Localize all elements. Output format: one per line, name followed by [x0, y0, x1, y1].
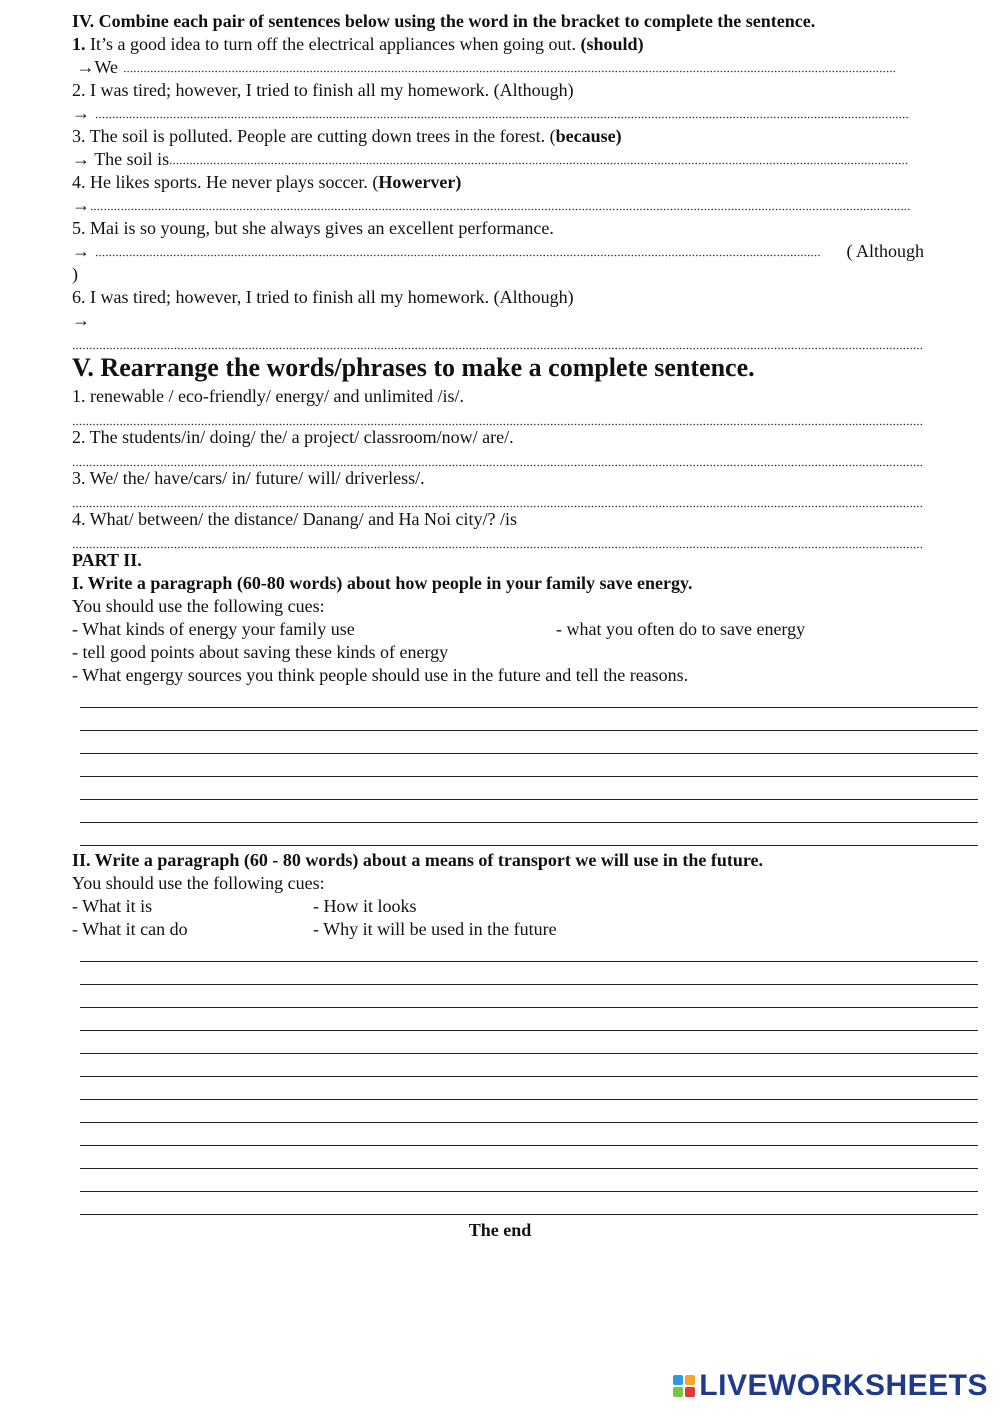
question-1-number: 1.	[72, 34, 86, 54]
question-2: 2. I was tired; however, I tried to finish all my homework. (Although)	[72, 80, 574, 100]
task-2-cues-row-2	[72, 918, 972, 941]
rearrange-answer-3[interactable]	[72, 490, 922, 508]
question-5-hint: ( Although	[846, 241, 924, 261]
writing-line[interactable]	[80, 1168, 978, 1169]
answer-5-dots[interactable]	[95, 247, 820, 257]
task-1-cue-1: - What kinds of energy your family use	[72, 619, 355, 639]
answer-3-line[interactable]	[72, 148, 924, 171]
answer-2-line[interactable]	[72, 102, 924, 125]
answer-6-dots[interactable]	[72, 332, 922, 350]
writing-line[interactable]	[80, 1030, 978, 1031]
question-1	[72, 33, 924, 56]
arrow-icon: →	[72, 241, 90, 261]
rearrange-item-4: 4. What/ between/ the distance/ Danang/ and Ha Noi city/? /is	[72, 509, 518, 529]
task-2-cue-1: - What it is	[72, 896, 153, 916]
writing-line[interactable]	[80, 1122, 978, 1123]
rearrange-item-2: 2. The students/in/ doing/ the/ a project/ classroom/now/ are/.	[72, 427, 514, 447]
answer-3-dots[interactable]	[169, 155, 909, 165]
answer-4-dots[interactable]	[90, 201, 910, 211]
arrow-icon: →	[72, 310, 90, 330]
writing-line[interactable]	[80, 1214, 978, 1215]
writing-line[interactable]	[80, 845, 978, 846]
answer-1-dots[interactable]	[123, 63, 895, 73]
question-4-text: 4. He likes sports. He never plays soccer. (	[72, 172, 379, 192]
rearrange-answer-4[interactable]	[72, 531, 922, 549]
rearrange-answer-1[interactable]	[72, 408, 922, 426]
question-3-hint: because)	[555, 126, 622, 146]
section-5-title: V. Rearrange the words/phrases to make a complete sentence.	[72, 353, 755, 382]
writing-line[interactable]	[80, 753, 978, 754]
answer-1-prefix: We	[94, 57, 119, 77]
section-4-title: IV. Combine each pair of sentences below using the word in the bracket to complete the sentence.	[72, 11, 816, 31]
answer-1-line[interactable]	[72, 56, 924, 79]
logo-square	[673, 1387, 683, 1397]
writing-line[interactable]	[80, 799, 978, 800]
logo-text: LIVEWORKSHEETS	[699, 1369, 988, 1402]
task-1-intro: You should use the following cues:	[72, 596, 325, 616]
rearrange-item-3: 3. We/ the/ have/cars/ in/ future/ will/ driverless/.	[72, 468, 425, 488]
arrow-icon: →	[72, 103, 90, 123]
question-4-hint: Howerver)	[378, 172, 462, 192]
task-1-cue-3: - tell good points about saving these kinds of energy	[72, 642, 449, 662]
answer-6-arrow	[72, 309, 924, 332]
logo-square	[673, 1375, 683, 1385]
part-2-title: PART II.	[72, 550, 142, 570]
writing-line[interactable]	[80, 1007, 978, 1008]
writing-line[interactable]	[80, 730, 978, 731]
writing-line[interactable]	[80, 1145, 978, 1146]
writing-line[interactable]	[80, 984, 978, 985]
arrow-icon: →	[72, 149, 90, 169]
question-5-hint-close: )	[72, 264, 78, 284]
task-1-cue-4: - What engergy sources you think people should use in the future and tell the reasons.	[72, 665, 689, 685]
question-1-hint: (should)	[580, 34, 644, 54]
logo-square	[685, 1375, 695, 1385]
liveworksheets-logo	[673, 1369, 988, 1403]
writing-line[interactable]	[80, 1076, 978, 1077]
question-3	[72, 125, 924, 148]
rearrange-item-1: 1. renewable / eco-friendly/ energy/ and unlimited /is/.	[72, 386, 465, 406]
answer-3-prefix: The soil is	[94, 149, 170, 169]
writing-line[interactable]	[80, 961, 978, 962]
worksheet-page	[72, 10, 924, 687]
question-1-text: It’s a good idea to turn off the electrical appliances when going out.	[90, 34, 577, 54]
logo-square	[685, 1387, 695, 1397]
task-2-block	[72, 849, 972, 941]
answer-2-dots[interactable]	[95, 109, 910, 119]
writing-line[interactable]	[80, 1053, 978, 1054]
task-2-cue-2: - How it looks	[313, 896, 417, 916]
task-1-cues-row	[72, 618, 924, 641]
task-2-title: II. Write a paragraph (60 - 80 words) about a means of transport we will use in the future.	[72, 850, 763, 870]
task-1-cue-2: - what you often do to save energy	[556, 619, 806, 639]
writing-line[interactable]	[80, 1191, 978, 1192]
question-3-text: 3. The soil is polluted. People are cutting down trees in the forest. (	[72, 126, 556, 146]
writing-line[interactable]	[80, 1099, 978, 1100]
answer-5-line[interactable]	[72, 240, 924, 263]
rearrange-answer-2[interactable]	[72, 449, 922, 467]
writing-line[interactable]	[80, 822, 978, 823]
task-2-intro: You should use the following cues:	[72, 873, 325, 893]
logo-mark-icon	[673, 1375, 695, 1397]
question-5: 5. Mai is so young, but she always gives an excellent performance.	[72, 218, 554, 238]
end-label: The end	[468, 1220, 532, 1240]
arrow-icon: →	[72, 195, 90, 215]
answer-4-line[interactable]	[72, 194, 924, 217]
task-2-cue-3: - What it can do	[72, 919, 188, 939]
task-1-title: I. Write a paragraph (60-80 words) about how people in your family save energy.	[72, 573, 693, 593]
writing-line[interactable]	[80, 776, 978, 777]
task-2-cue-4: - Why it will be used in the future	[313, 919, 557, 939]
question-4	[72, 171, 924, 194]
arrow-icon: →	[76, 57, 95, 77]
writing-line[interactable]	[80, 707, 978, 708]
task-2-cues-row-1	[72, 895, 972, 918]
question-6: 6. I was tired; however, I tried to finish all my homework. (Although)	[72, 287, 574, 307]
